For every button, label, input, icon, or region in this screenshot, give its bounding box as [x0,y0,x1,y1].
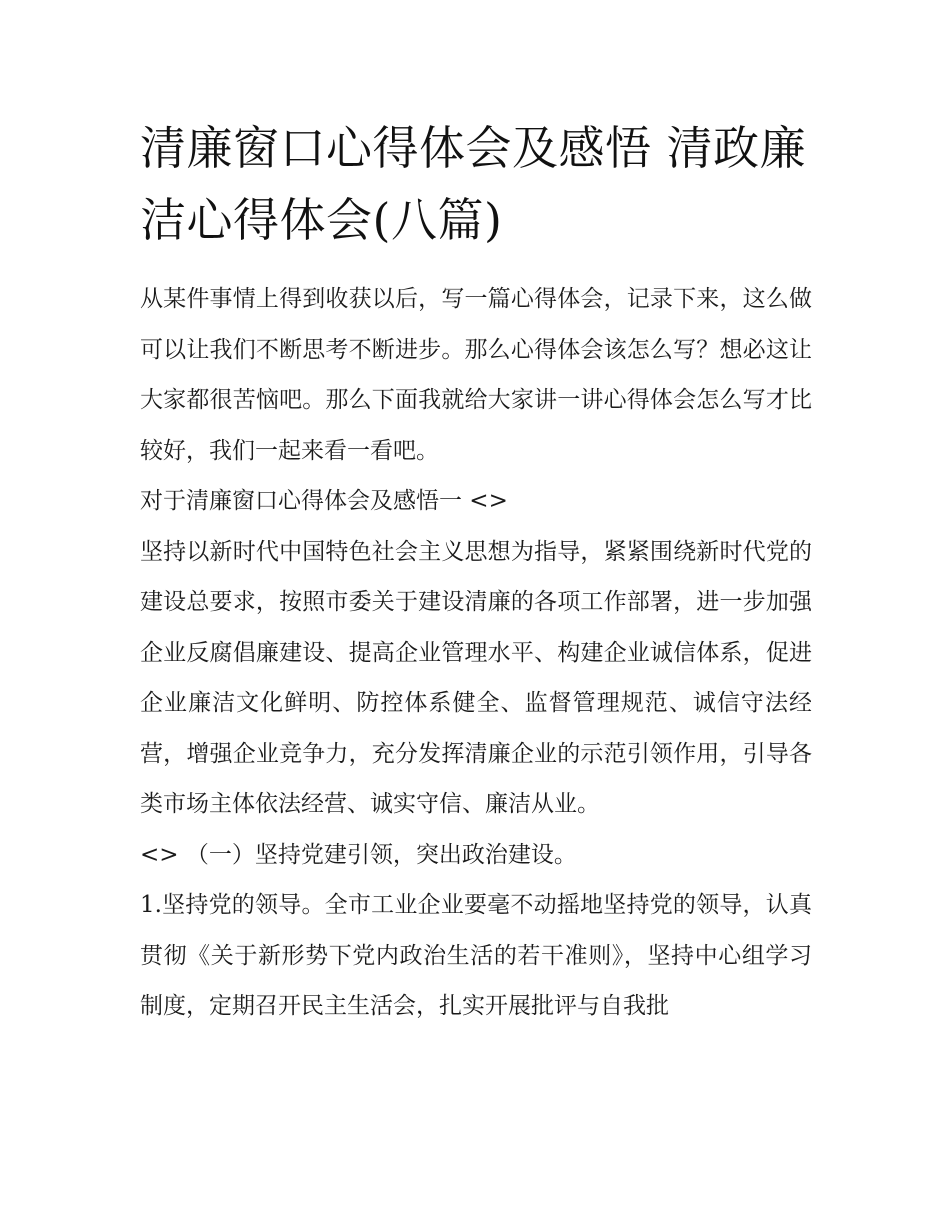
intro-paragraph: 从某件事情上得到收获以后，写一篇心得体会，记录下来，这么做可以让我们不断思考不断进步。那么心得体会该怎么写？想必这让大家都很苦恼吧。那么下面我就给大家讲一讲心得体会怎么写才比较好，我们一起来看一看吧。 [140,286,812,464]
document-content [140,112,812,1032]
document-body [140,274,812,1032]
subsection-heading: <> （一）坚持党建引领，突出政治建设。 [140,841,577,868]
section-heading: 对于清廉窗口心得体会及感悟一 <> [140,488,508,514]
document-title: 清廉窗口心得体会及感悟 清政廉洁心得体会(八篇) [140,121,807,247]
body-paragraph: 坚持以新时代中国特色社会主义思想为指导，紧紧围绕新时代党的建设总要求，按照市委关于建设清廉的各项工作部署，进一步加强企业反腐倡廉建设、提高企业管理水平、构建企业诚信体系，促进企业廉洁文化鲜明、防控体系健全、监督管理规范、诚信守法经营，增强企业竞争力，充分发挥清廉企业的示范引领作用，引导各类市场主体依法经营、诚实守信、廉洁从业。 [140,538,812,817]
body-paragraph: 1.坚持党的领导。全市工业企业要毫不动摇地坚持党的领导，认真贯彻《关于新形势下党内政治生活的若干准则》，坚持中心组学习制度，定期召开民主生活会，扎实开展批评与自我批 [140,892,812,1019]
